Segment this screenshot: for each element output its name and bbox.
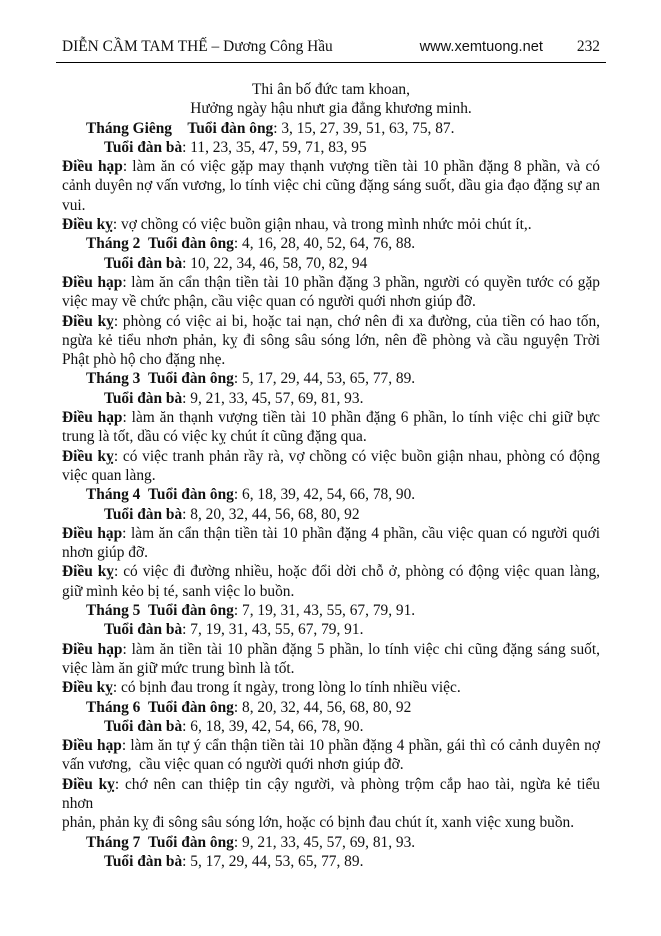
text-segment: việc làm ăn giữ mức trung bình là tốt. bbox=[62, 659, 295, 677]
text-line bbox=[62, 833, 600, 852]
label-bold: Điều hạp bbox=[62, 737, 122, 755]
text-line bbox=[62, 698, 600, 717]
text-line bbox=[62, 176, 600, 195]
label-bold: Tuổi đàn bà bbox=[104, 852, 183, 870]
text-line bbox=[62, 408, 600, 427]
text-segment: : làm ăn có việc gặp may thạnh vượng tiền tài 10 phần đặng 8 phần, và có bbox=[122, 158, 600, 176]
text-segment: Phật phò hộ cho đặng nhẹ. bbox=[62, 351, 226, 369]
header-divider bbox=[56, 62, 606, 63]
text-segment: ngừa kẻ tiểu nhơn phản, kỵ đi sông sâu sóng lớn, nên đề phòng và cầu nguyện Trời bbox=[62, 331, 600, 349]
text-segment: : 6, 18, 39, 42, 54, 66, 78, 90. bbox=[182, 717, 364, 735]
label-bold: Tuổi đàn bà bbox=[104, 717, 183, 735]
label-bold: Điều kỵ bbox=[62, 312, 114, 330]
label-bold: Điều kỵ bbox=[62, 563, 114, 581]
text-line bbox=[62, 157, 600, 176]
text-line bbox=[62, 389, 600, 408]
text-line bbox=[62, 485, 600, 504]
label-bold: Tháng 5 bbox=[86, 602, 141, 620]
text-line bbox=[62, 119, 600, 138]
label-bold: Tuổi đàn ông bbox=[187, 119, 274, 137]
text-line bbox=[62, 350, 600, 369]
text-segment: Hưởng ngày hậu nhưt gia đẳng khương minh. bbox=[190, 100, 472, 118]
label-bold: Tuổi đàn bà bbox=[104, 389, 183, 407]
text-segment: trung là tốt, dầu có việc kỵ chút ít cũng đặng qua. bbox=[62, 428, 367, 446]
text-line bbox=[62, 813, 600, 832]
text-line bbox=[62, 196, 600, 215]
text-segment: : có việc tranh phản rầy rà, vợ chồng có việc buồn giận nhau, phòng có động bbox=[113, 447, 600, 465]
text-segment: việc may về chức phận, cầu việc quan có người quới nhơn giúp đỡ. bbox=[62, 293, 476, 311]
text-line bbox=[62, 562, 600, 581]
header-right-group bbox=[420, 38, 600, 56]
label-bold: Tháng 7 bbox=[86, 833, 141, 851]
text-segment: : làm ăn cẩn thận tiền tài 10 phần đặng 4 phần, cầu việc quan có người quới bbox=[122, 524, 600, 542]
label-bold: Điều kỵ bbox=[62, 447, 114, 465]
text-line bbox=[62, 138, 600, 157]
label-bold: Tuổi đàn bà bbox=[104, 621, 183, 639]
text-line bbox=[62, 215, 600, 234]
text-line bbox=[62, 717, 600, 736]
text-line bbox=[62, 80, 600, 99]
text-segment: : có việc đi đường nhiều, hoặc đổi dời chỗ ở, phòng có động việc quan làng, bbox=[114, 563, 601, 581]
text-line bbox=[62, 466, 600, 485]
text-line bbox=[62, 601, 600, 620]
label-bold: Tuổi đàn ông bbox=[148, 486, 234, 504]
text-segment: : làm ăn cẩn thận tiền tài 10 phần đặng 3 phần, người có quyền tước có gặp bbox=[122, 273, 600, 291]
text-segment: vấn vương, cầu việc quan có người quới nhơn giúp đỡ. bbox=[62, 756, 404, 774]
text-line bbox=[62, 775, 600, 814]
text-segment: : làm ăn thạnh vượng tiền tài 10 phần đặng 6 phần, lo tính việc chi giữ bực bbox=[122, 409, 600, 427]
label-bold: Điều hạp bbox=[62, 273, 123, 291]
text-segment: nhơn giúp đỡ. bbox=[62, 544, 148, 562]
label-bold: Điều hạp bbox=[62, 524, 123, 542]
text-line bbox=[62, 524, 600, 543]
text-segment bbox=[140, 602, 148, 619]
text-line bbox=[62, 234, 600, 253]
text-segment: : chớ nên can thiệp tin cậy người, và phòng trộm cắp hao tài, ngừa kẻ tiểu nhơn bbox=[62, 775, 600, 812]
text-segment: : 8, 20, 32, 44, 56, 68, 80, 92 bbox=[182, 505, 360, 523]
label-bold: Tháng 6 bbox=[86, 698, 141, 716]
text-line bbox=[62, 369, 600, 388]
text-segment bbox=[140, 699, 148, 716]
text-segment bbox=[140, 486, 148, 503]
page-header bbox=[62, 38, 600, 56]
label-bold: Điều kỵ bbox=[62, 775, 115, 793]
text-segment: : có bịnh đau trong ít ngày, trong lòng lo tính nhiều việc. bbox=[112, 679, 461, 697]
text-line bbox=[62, 582, 600, 601]
label-bold: Tuổi đàn bà bbox=[104, 254, 183, 272]
text-line bbox=[62, 659, 600, 678]
text-segment: : phòng có việc ai bi, hoặc tai nạn, chớ nên đi xa đường, của tiền có hao tốn, bbox=[113, 312, 600, 330]
label-bold: Tuổi đàn ông bbox=[148, 370, 234, 388]
text-line bbox=[62, 447, 600, 466]
label-bold: Tháng 3 bbox=[86, 370, 141, 388]
text-segment: giữ mình kẻo bị té, sanh việc lo buồn. bbox=[62, 582, 295, 600]
text-segment bbox=[172, 120, 187, 137]
label-bold: Điều kỵ bbox=[62, 216, 113, 234]
page-number: 232 bbox=[576, 38, 600, 55]
text-segment: : 7, 19, 31, 43, 55, 67, 79, 91. bbox=[233, 602, 416, 620]
label-bold: Điều hạp bbox=[62, 158, 123, 176]
text-segment: : 5, 17, 29, 44, 53, 65, 77, 89. bbox=[233, 370, 416, 388]
text-line bbox=[62, 292, 600, 311]
label-bold: Tuổi đàn ông bbox=[148, 833, 234, 851]
label-bold: Tuổi đàn ông bbox=[148, 235, 234, 253]
label-bold: Điều kỵ bbox=[62, 679, 113, 697]
text-segment: : làm ăn tự ý cẩn thận tiền tài 10 phần đặng 4 phần, gái thì có cảnh duyên nợ bbox=[121, 737, 600, 755]
text-segment: : 11, 23, 35, 47, 59, 71, 83, 95 bbox=[182, 138, 367, 156]
text-segment: : 7, 19, 31, 43, 55, 67, 79, 91. bbox=[182, 621, 364, 639]
text-segment: : 6, 18, 39, 42, 54, 66, 78, 90. bbox=[233, 486, 416, 504]
text-segment: vui. bbox=[62, 196, 86, 214]
text-segment bbox=[140, 235, 148, 252]
text-line bbox=[62, 678, 600, 697]
text-segment: : 8, 20, 32, 44, 56, 68, 80, 92 bbox=[233, 698, 412, 716]
label-bold: Tháng Giêng bbox=[86, 119, 172, 137]
text-segment: : 9, 21, 33, 45, 57, 69, 81, 93. bbox=[182, 389, 364, 407]
body-lines bbox=[62, 80, 600, 871]
book-title: DIỄN CẦM TAM THẾ – Dương Công Hầu bbox=[62, 38, 333, 55]
text-line bbox=[62, 640, 600, 659]
label-bold: Tháng 4 bbox=[86, 486, 141, 504]
text-segment: phản, phản kỵ đi sông sâu sóng lớn, hoặc có bịnh đau chút ít, xanh việc xung buồn. bbox=[62, 814, 575, 832]
text-line bbox=[62, 273, 600, 292]
text-segment bbox=[140, 834, 148, 851]
label-bold: Tháng 2 bbox=[86, 235, 141, 253]
text-line bbox=[62, 505, 600, 524]
text-segment: : 3, 15, 27, 39, 51, 63, 75, 87. bbox=[273, 119, 455, 137]
text-segment: : 10, 22, 34, 46, 58, 70, 82, 94 bbox=[182, 254, 368, 272]
text-segment: việc quan làng. bbox=[62, 466, 156, 484]
label-bold: Tuổi đàn bà bbox=[104, 138, 183, 156]
text-line bbox=[62, 736, 600, 755]
text-line bbox=[62, 755, 600, 774]
text-segment: : vợ chồng có việc buồn giận nhau, và trong mình nhức mỏi chút ít,. bbox=[112, 216, 532, 234]
label-bold: Tuổi đàn bà bbox=[104, 505, 183, 523]
text-segment bbox=[140, 370, 148, 387]
text-segment: : 9, 21, 33, 45, 57, 69, 81, 93. bbox=[233, 833, 416, 851]
text-segment: : 5, 17, 29, 44, 53, 65, 77, 89. bbox=[182, 852, 364, 870]
text-line bbox=[62, 331, 600, 350]
website-url: www.xemtuong.net bbox=[419, 39, 543, 55]
text-segment: : 4, 16, 28, 40, 52, 64, 76, 88. bbox=[233, 235, 416, 253]
label-bold: Tuổi đàn ông bbox=[148, 602, 234, 620]
text-segment: cảnh duyên nợ vấn vương, lo tính việc chi cũng đặng sáng suốt, dầu gia đạo đặng sự an bbox=[62, 177, 600, 195]
label-bold: Tuổi đàn ông bbox=[148, 698, 234, 716]
text-line bbox=[62, 427, 600, 446]
text-segment: : làm ăn tiền tài 10 phần đặng 5 phần, lo tính việc chi cũng đặng sáng suốt, bbox=[122, 640, 600, 658]
text-line bbox=[62, 620, 600, 639]
text-line bbox=[62, 99, 600, 118]
text-line bbox=[62, 254, 600, 273]
label-bold: Điều hạp bbox=[62, 409, 123, 427]
text-line bbox=[62, 312, 600, 331]
label-bold: Điều hạp bbox=[62, 640, 123, 658]
text-line bbox=[62, 852, 600, 871]
text-segment: Thi ân bố đức tam khoan, bbox=[252, 81, 410, 98]
text-line bbox=[62, 543, 600, 562]
